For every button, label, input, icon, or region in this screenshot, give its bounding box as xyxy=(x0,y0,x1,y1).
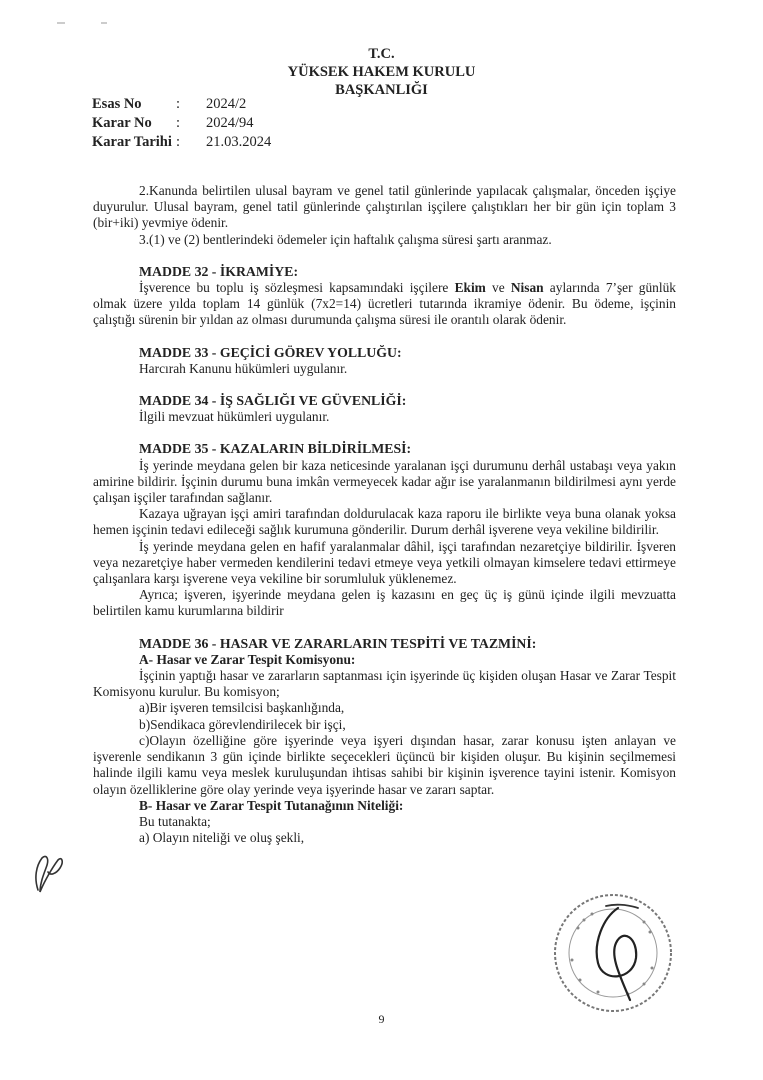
tarih-row xyxy=(92,133,271,152)
article-35-paragraph-1: İş yerinde meydana gelen bir kaza neticesinde yaralanan işçi durumunu derhâl ustabaşı veya yakın amirine bildirir. İşçinin durumu buna imkân vermeyecek kadar ağır ise yaralanmanın bildirilmesi aynı yerde çalışan işçiler tarafından sağlanır. xyxy=(93,457,676,506)
article-32-bold-nisan: Nisan xyxy=(510,280,544,296)
intro-paragraph-1: 2.Kanunda belirtilen ulusal bayram ve genel tatil günlerinde yapılacak çalışmalar, önceden işçiye duyurulur. Ulusal bayram, genel tatil günlerinde çalıştırılan işçilere çalıştıkları her bir gün için toplam 3 (bir+iki) yevmiye ödenir. xyxy=(93,183,676,231)
article-36-title: MADDE 36 - HASAR VE ZARARLARIN TESPİTİ VE TAZMİNİ: xyxy=(139,635,537,651)
article-34-text: İlgili mevzuat hükümleri uygulanır. xyxy=(139,409,330,425)
case-metadata xyxy=(92,95,271,152)
tarih-value: 21.03.2024 xyxy=(206,134,272,150)
article-36-item-a: a)Bir işveren temsilcisi başkanlığında, xyxy=(139,700,345,716)
esas-row xyxy=(92,95,271,114)
article-32-text-part2: ve xyxy=(485,280,511,296)
article-33-text: Harcırah Kanunu hükümleri uygulanır. xyxy=(139,360,348,376)
article-36-item-ba: a) Olayın niteliği ve oluş şekli, xyxy=(139,830,305,846)
karar-separator: : xyxy=(176,115,181,131)
page-number: 9 xyxy=(378,1012,385,1026)
article-33-title: MADDE 33 - GEÇİCİ GÖREV YOLLUĞU: xyxy=(139,344,402,360)
document-header xyxy=(0,45,763,99)
tarih-label: Karar Tarihi xyxy=(92,134,172,150)
article-35-paragraph-4: Ayrıca; işveren, işyerinde meydana gelen iş kazasını en geç üç iş günü içinde ilgili mevzuatta belirtilen kamu kurumlarına bildirir xyxy=(93,587,676,619)
tarih-separator: : xyxy=(176,134,181,150)
article-36-paragraph-b: Bu tutanakta; xyxy=(139,813,211,829)
article-35-title: MADDE 35 - KAZALARIN BİLDİRİLMESİ: xyxy=(139,441,412,457)
document-body xyxy=(93,183,676,846)
header-tc: T.C. xyxy=(368,46,395,62)
article-32-text xyxy=(93,280,676,329)
article-32-text-part3: aylarında 7’şer günlük olmak üzere yılda toplam 14 günlük (7x2=14) ücretleri tutarında ikramiye ödenir. Bu ödeme, işçinin çalıştığı sürenin bir yıldan az olması durumunda çalışma süresi ile orantılı olarak ödenir. xyxy=(93,280,676,328)
article-32-title: MADDE 32 - İKRAMİYE: xyxy=(139,263,299,279)
karar-row xyxy=(92,114,271,133)
karar-value: 2024/94 xyxy=(206,115,254,131)
esas-label: Esas No xyxy=(92,96,142,112)
article-36-subtitle-a: A- Hasar ve Zarar Tespit Komisyonu: xyxy=(139,651,356,667)
article-34-title: MADDE 34 - İŞ SAĞLIĞI VE GÜVENLİĞİ: xyxy=(139,393,407,409)
intro-paragraph-2: 3.(1) ve (2) bentlerindeki ödemeler için haftalık çalışma süresi şartı aranmaz. xyxy=(139,231,552,247)
article-36-item-b: b)Sendikaca görevlendirilecek bir işçi, xyxy=(139,716,346,732)
header-institution: YÜKSEK HAKEM KURULU xyxy=(287,64,476,80)
karar-label: Karar No xyxy=(92,115,152,131)
article-35-paragraph-3: İş yerinde meydana gelen en hafif yaralanmalar dâhil, işçi tarafından nezaretçiye bildirilir. İşveren veya nezaretçiye haber vermeden kendilerini tedavi etmeye veya yetkili olmayan kimselere tedavi ettirmeye çalışanlara karşı işverene veya vekiline bir sorumluluk yüklenemez. xyxy=(93,538,676,587)
article-32-text-part1: İşverence bu toplu iş sözleşmesi kapsamındaki işçilere xyxy=(139,280,455,296)
article-36-subtitle-b: B- Hasar ve Zarar Tespit Tutanağının Niteliği: xyxy=(139,797,404,813)
official-stamp-icon xyxy=(548,888,678,1018)
article-32-bold-ekim: Ekim xyxy=(454,280,486,296)
article-36-item-c: c)Olayın özelliğine göre işyerinde veya işyeri dışından hasar, zarar konusu işten anlayan ve işverenle sendikanın 3 gün içinde birlikte seçecekleri üçüncü bir kişiden oluşur. Bu kişinin seçilmemesi halinde ilgili kamu veya meslek kuruluşundan ihtisas sahibi bir kişinin işverence tayini istenir. Komisyon olayın özelliklerine göre olay yerinde veya işyerinde hasar ve zararı saptar. xyxy=(93,732,676,797)
esas-separator: : xyxy=(176,96,181,112)
esas-value: 2024/2 xyxy=(206,96,247,112)
header-presidency: BAŞKANLIĞI xyxy=(335,82,428,98)
article-36-paragraph-a: İşçinin yaptığı hasar ve zararların saptanması için işyerinde üç kişiden oluşan Hasar ve Zarar Tespit Komisyonu kurulur. Bu komisyon; xyxy=(93,668,676,700)
scan-dash-mark xyxy=(55,18,115,28)
handwritten-initials-icon xyxy=(28,848,68,898)
article-35-paragraph-2: Kazaya uğrayan işçi amiri tarafından doldurulacak kaza raporu ile birlikte veya buna olanak yoksa hemen işçinin tedavi edileceği sağlık kurumuna gönderilir. Durum derhâl işverene veya vekiline bildirilir. xyxy=(93,506,676,538)
